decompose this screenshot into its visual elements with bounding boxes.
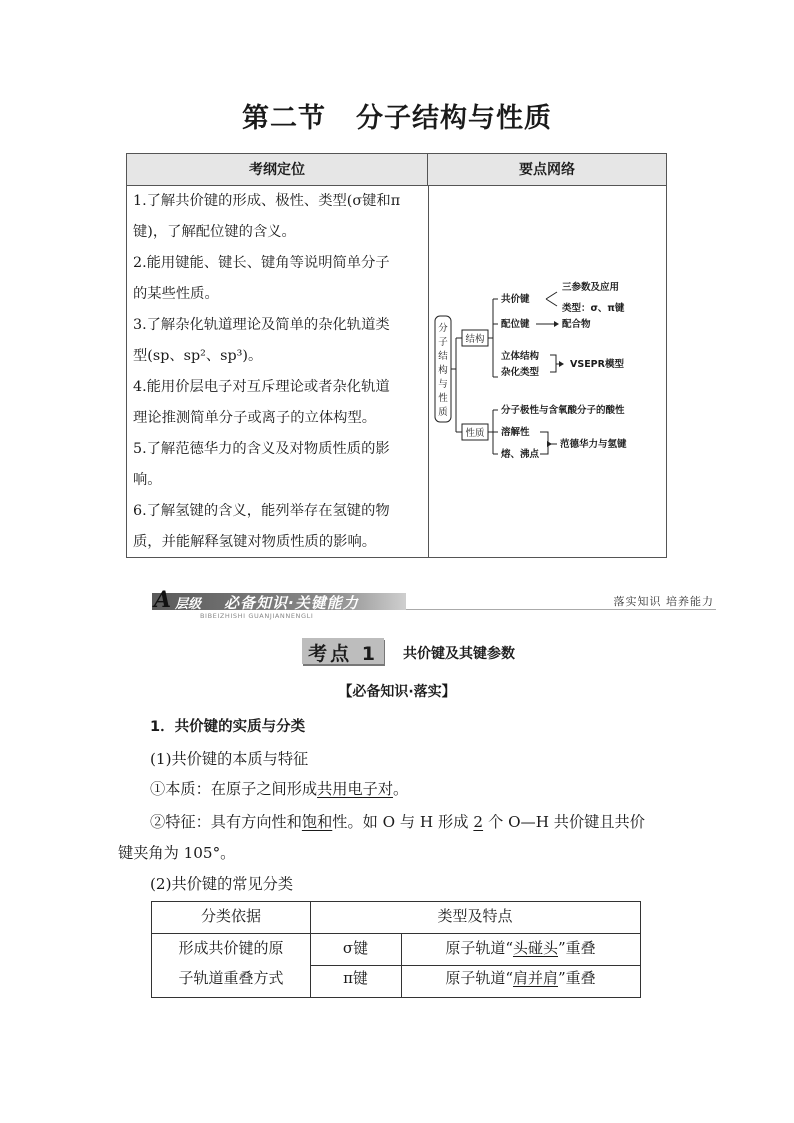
sigma-desc-answer: 头碰头 (512, 939, 558, 957)
requirement-line: 2.能用键能、键长、键角等说明简单分子 (133, 255, 390, 271)
essence-end: 。 (393, 780, 409, 798)
requirement-line: 5.了解范德华力的含义及对物质性质的影 (133, 441, 390, 457)
outline-table (126, 153, 667, 558)
pi-desc-text: 原子轨道“ (445, 969, 513, 987)
requirement-line: 响。 (133, 472, 162, 488)
feature-text: ②特征：具有方向性和 (150, 813, 302, 831)
classification-table (151, 901, 641, 998)
network-structure: 结构 (465, 334, 485, 345)
network-root-char: 分 (438, 323, 448, 334)
pi-desc-answer: 肩并肩 (512, 969, 558, 987)
banner-pinyin: BIBEIZHISHI GUANJIANNENGLI (200, 612, 314, 620)
table-pi: π键 (343, 969, 368, 987)
level-banner (152, 587, 716, 622)
title-topic: 分子结构与性质 (356, 103, 552, 134)
section-tag (302, 638, 384, 664)
requirement-line: 型(sp、sp²、sp³)。 (133, 348, 263, 364)
banner-slogan: 落实知识 培养能力 (613, 595, 714, 608)
network-polarity: 分子极性与含氧酸分子的酸性 (501, 405, 625, 416)
requirement-line: 6.了解氢键的含义，能列举存在氢键的物 (133, 503, 390, 519)
feature-text-end: 个 O—H 共价键且共价 (488, 813, 645, 831)
section-tag-label: 考点 1 (308, 643, 378, 665)
feature-text-mid: 性。如 O 与 H 形成 (332, 813, 469, 831)
network-solubility: 溶解性 (501, 427, 530, 438)
page-title (0, 96, 794, 135)
header-key-network: 要点网络 (428, 154, 666, 186)
feature-number-answer: 2 (473, 813, 484, 831)
requirement-line: 1.了解共价键的形成、极性、类型(σ键和π (133, 193, 401, 209)
pi-desc-end: ”重叠 (558, 969, 596, 987)
network-covalent: 共价键 (501, 294, 530, 305)
requirement-line: 质，并能解释氢键对物质性质的影响。 (133, 534, 377, 550)
essence-answer: 共用电子对 (317, 780, 393, 798)
network-complex: 配合物 (562, 319, 591, 330)
feature-line-2: 键夹角为 105°。 (118, 844, 236, 862)
network-hybrid: 杂化类型 (501, 367, 540, 378)
banner-level-word: 层级 (175, 597, 202, 612)
sigma-desc-text: 原子轨道“ (445, 939, 513, 957)
table-sigma: σ键 (342, 939, 369, 957)
network-three-params: 三参数及应用 (562, 282, 620, 293)
requirement-line: 4.能用价层电子对互斥理论或者杂化轨道 (133, 379, 390, 395)
heading-classification: 1．共价键的实质与分类 (150, 719, 306, 735)
heading-nature: (1)共价键的本质与特征 (150, 750, 309, 768)
network-root-char: 构 (438, 365, 448, 376)
table-basis-line1: 形成共价键的原 (178, 939, 284, 957)
table-header-types: 类型及特点 (437, 907, 513, 925)
requirement-line: 键)，了解配位键的含义。 (133, 224, 296, 240)
network-vdw-hbond: 范德华力与氢键 (560, 439, 627, 450)
feature-answer: 饱和 (301, 813, 333, 831)
essence-text: ①本质：在原子之间形成 (150, 780, 318, 798)
column-divider (428, 186, 429, 557)
network-root-char: 质 (438, 407, 448, 418)
heading-common-classes: (2)共价键的常见分类 (150, 875, 294, 893)
table-pi-desc (401, 968, 640, 988)
network-coordinate: 配位键 (501, 319, 530, 330)
network-root-char: 与 (438, 379, 448, 390)
network-root-char: 子 (438, 337, 448, 348)
section-title: 共价键及其键参数 (403, 646, 515, 662)
header-syllabus: 考纲定位 (127, 154, 428, 186)
network-geometry: 立体结构 (501, 351, 540, 362)
sigma-desc-end: ”重叠 (558, 939, 596, 957)
section-subheading: 【必备知识·落实】 (338, 684, 456, 700)
network-root-char: 性 (438, 393, 448, 404)
feature-line (150, 812, 645, 832)
banner-level-letter: A (154, 587, 172, 613)
network-root-char: 结 (438, 351, 448, 362)
title-section-number: 第二节 (242, 103, 326, 134)
network-melting: 熔、沸点 (501, 449, 540, 460)
table-rule (310, 965, 640, 966)
network-bond-types: 类型：σ、π键 (562, 303, 625, 314)
table-rule (152, 933, 640, 934)
table-header-basis: 分类依据 (200, 907, 261, 925)
table-sigma-desc (401, 938, 640, 958)
requirement-list (133, 186, 423, 558)
requirement-line: 3.了解杂化轨道理论及简单的杂化轨道类 (133, 317, 390, 333)
network-properties: 性质 (465, 428, 485, 439)
key-point-network-diagram (430, 186, 666, 557)
banner-title: 必备知识·关键能力 (224, 594, 359, 612)
network-vsepr: VSEPR模型 (570, 359, 624, 370)
essence-line (150, 779, 408, 799)
requirement-line: 理论推测简单分子或离子的立体构型。 (133, 410, 377, 426)
table-basis-line2: 子轨道重叠方式 (178, 969, 284, 987)
banner-line (406, 609, 716, 610)
requirement-line: 的某些性质。 (133, 286, 219, 302)
